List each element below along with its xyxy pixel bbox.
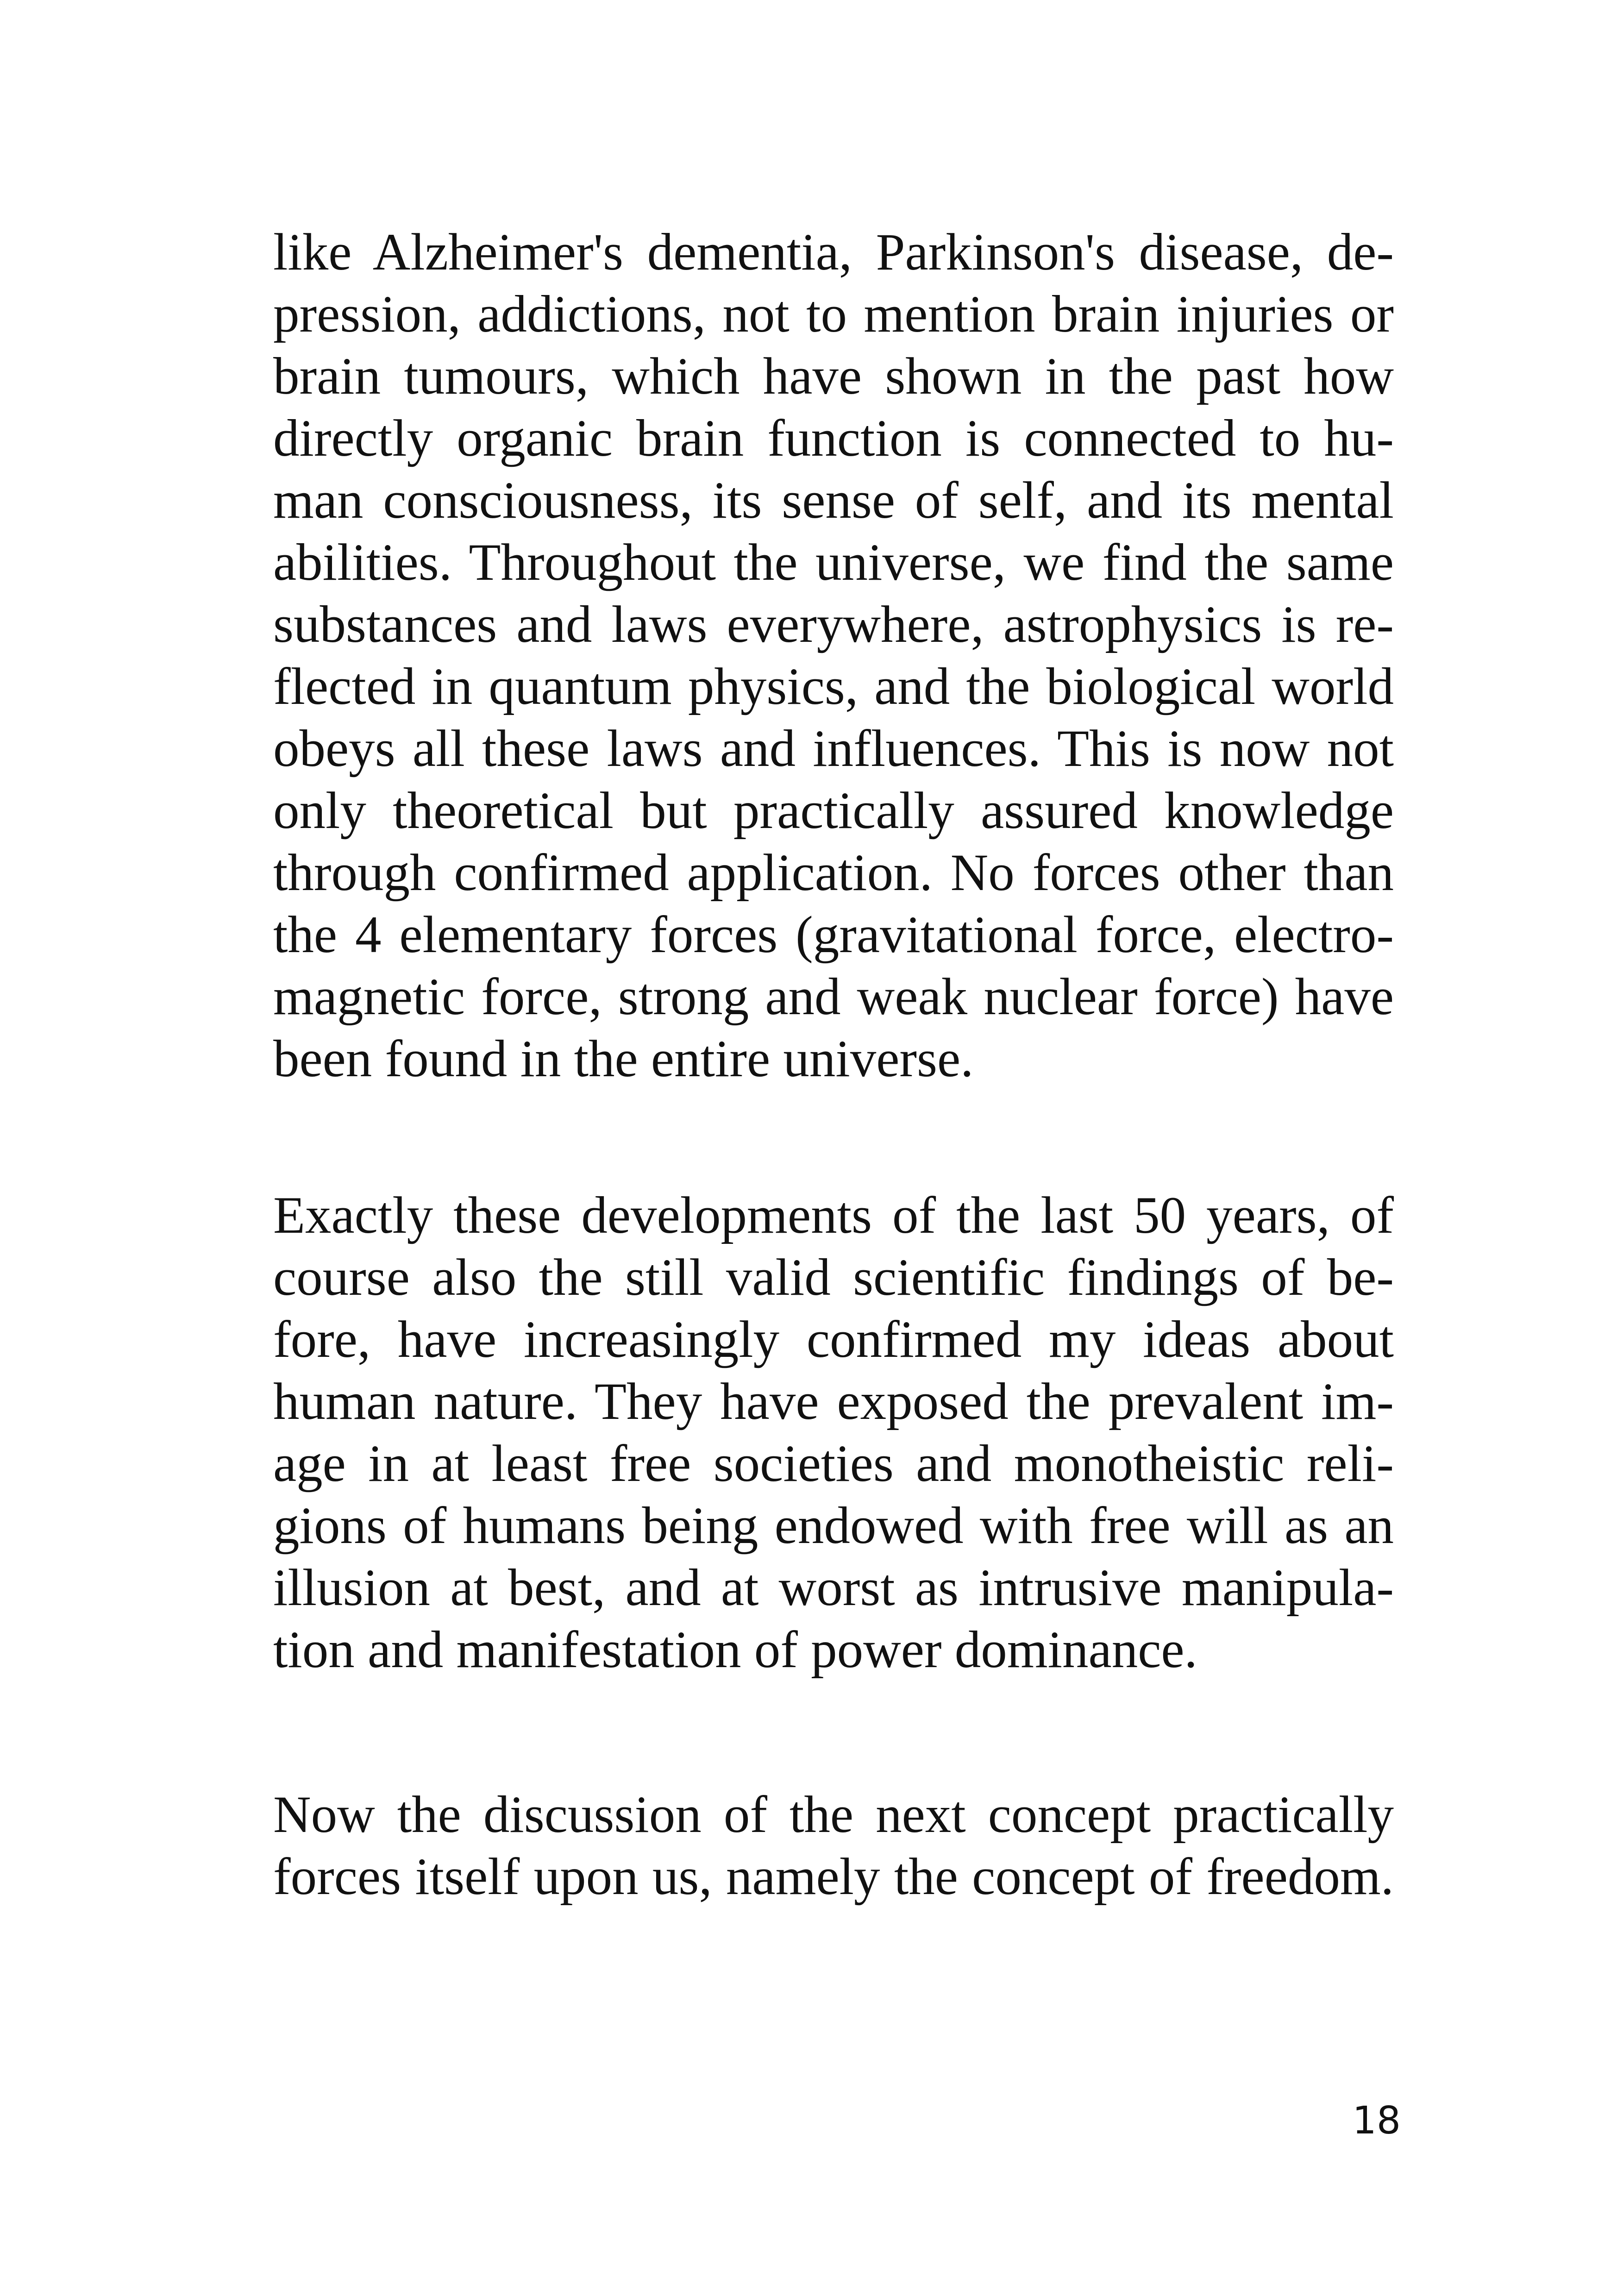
page-number: 18 (1352, 2099, 1401, 2143)
text-line: Now the discussion of the next concept practically (273, 1786, 1394, 1844)
text-line: course also the still valid scientific findings of be- (273, 1248, 1394, 1306)
text-line: through confirmed application. No forces other than (273, 844, 1394, 902)
text-line: the 4 elementary forces (gravitational force, electro- (273, 906, 1394, 964)
text-line: tion and manifestation of power dominance. (273, 1621, 1197, 1679)
text-line: obeys all these laws and influences. This is now not (273, 720, 1394, 778)
text-line: human nature. They have exposed the prevalent im- (273, 1373, 1394, 1430)
paragraph-3 (273, 1784, 1394, 1908)
text-line: gions of humans being endowed with free will as an (273, 1497, 1394, 1555)
text-line: fore, have increasingly confirmed my ideas about (273, 1311, 1394, 1368)
text-line: forces itself upon us, namely the concept of freedom. (273, 1848, 1394, 1906)
paragraph-1 (273, 221, 1394, 1090)
text-line: illusion at best, and at worst as intrusive manipula- (273, 1559, 1394, 1617)
text-line: magnetic force, strong and weak nuclear force) have (273, 968, 1394, 1026)
text-line: only theoretical but practically assured knowledge (273, 782, 1394, 840)
text-line: man consciousness, its sense of self, and its mental (273, 471, 1394, 529)
text-line: flected in quantum physics, and the biological world (273, 658, 1394, 715)
text-line: been found in the entire universe. (273, 1030, 974, 1088)
paragraph-2 (273, 1185, 1394, 1681)
text-line: pression, addictions, not to mention brain injuries or (273, 285, 1394, 343)
text-line: Exactly these developments of the last 50 years, of (273, 1186, 1394, 1244)
text-line: like Alzheimer's dementia, Parkinson's disease, de- (273, 223, 1394, 281)
text-line: abilities. Throughout the universe, we find the same (273, 533, 1394, 591)
text-line: directly organic brain function is connected to hu- (273, 409, 1394, 467)
text-line: substances and laws everywhere, astrophysics is re- (273, 596, 1394, 653)
text-line: brain tumours, which have shown in the past how (273, 347, 1394, 405)
text-line: age in at least free societies and monotheistic reli- (273, 1435, 1394, 1493)
